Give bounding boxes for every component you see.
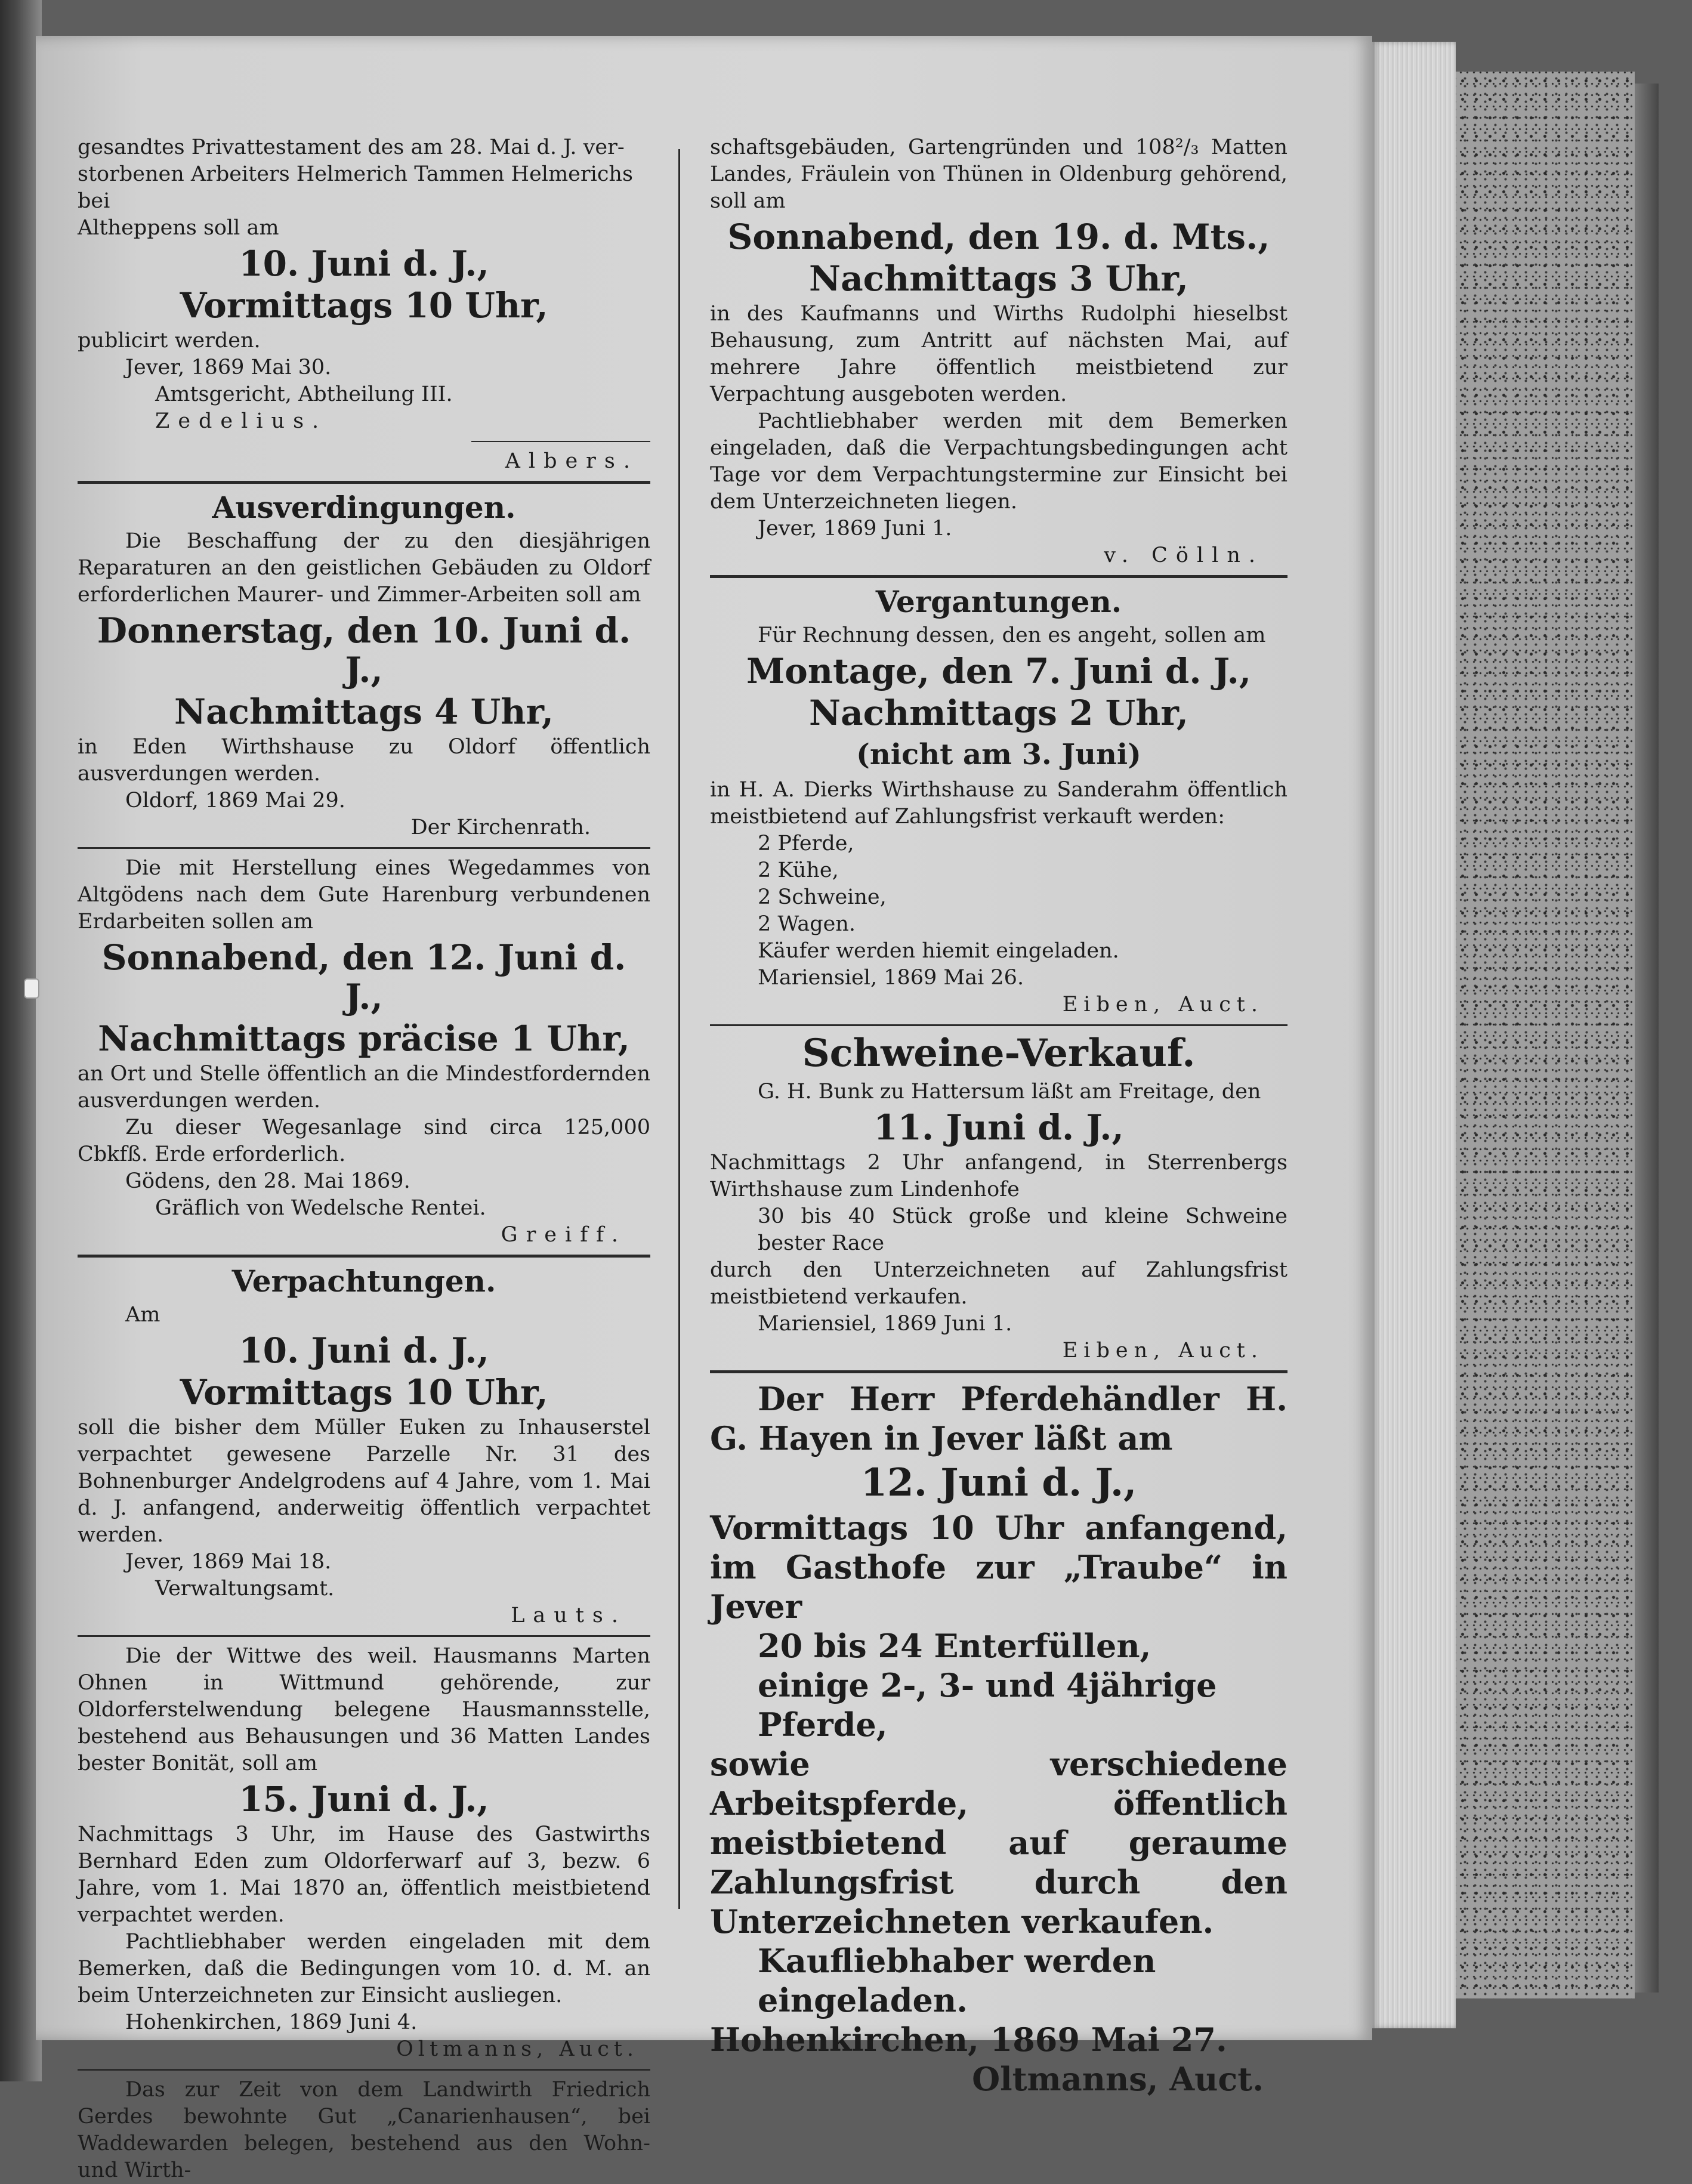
notice-text: Zu dieser Wegesanlage sind circa 125,000 Cbkfß. Erde erforderlich.	[78, 1116, 650, 1166]
notice-text: Käufer werden hiemit eingeladen.	[758, 939, 1119, 963]
notice-text: Nachmittags 2 Uhr anfangend, in Sterrenbergs Wirthshause zum Lindenhofe	[710, 1151, 1287, 1201]
notice-time: Nachmittags 4 Uhr,	[174, 691, 554, 732]
notice-text: Pachtliebhaber werden eingeladen mit dem Bemerken, daß die Bedingungen vom 10. d. M. an beim Unterzeichneten zur Einsicht ausliegen.	[78, 1930, 650, 2007]
section-rule	[710, 1370, 1287, 1373]
section-verpachtungen	[78, 1264, 650, 2184]
list-item: 2 Kühe,	[758, 858, 839, 882]
notice-text: G. H. Bunk zu Hattersum läßt am Freitage, den	[758, 1080, 1261, 1104]
notice-time: Nachmittags 3 Uhr,	[809, 258, 1188, 299]
text-line: storbenen Arbeiters Helmerich Tammen Helmerichs bei	[78, 162, 633, 213]
office-name: Amtsgericht, Abtheilung III.	[155, 382, 453, 406]
text-line: Altheppens soll am	[78, 216, 279, 240]
notice-text: Für Rechnung dessen, den es angeht, sollen am	[758, 623, 1266, 647]
notice-time: Vormittags 10 Uhr,	[180, 285, 548, 326]
list-item: 2 Pferde,	[758, 832, 854, 855]
column-divider	[678, 149, 680, 1909]
notice-text: schaftsgebäuden, Gartengründen und 108²/₃ Matten Landes, Fräulein von Thünen in Oldenburg gehörend, soll am	[710, 135, 1287, 213]
place-date: Jever, 1869 Mai 18.	[125, 1550, 332, 1574]
notice-text: Pachtliebhaber werden mit dem Bemerken eingeladen, daß die Verpachtungsbedingungen acht Tage vor dem Verpachtungstermine zur Einsicht bei dem Unterzeichneten liegen.	[710, 409, 1287, 514]
notice-note: (nicht am 3. Juni)	[856, 738, 1141, 771]
notice-date: Sonnabend, den 19. d. Mts.,	[727, 217, 1270, 257]
notice-action: publicirt werden.	[78, 329, 261, 353]
notice-time: Vormittags 10 Uhr,	[180, 1372, 548, 1413]
notice-text: Die Beschaffung der zu den diesjährigen Reparaturen an den geistlichen Gebäuden zu Oldorf erforderlichen Maurer- und Zimmer-Arbeiten soll am	[78, 529, 650, 607]
notice-text: Kaufliebhaber werden eingeladen.	[758, 1942, 1156, 2019]
notice-text: 30 bis 40 Stück große und kleine Schweine bester Race	[758, 1204, 1287, 1255]
notice-text: in des Kaufmanns und Wirths Rudolphi hieselbst Behausung, zum Antritt auf nächsten Mai, auf mehrere Jahre öffentlich meistbietend zur Verpachtung ausgeboten werden.	[710, 302, 1287, 406]
notice-date: 15. Juni d. J.,	[239, 1779, 489, 1820]
notice-date: 11. Juni d. J.,	[873, 1107, 1124, 1148]
notice-testament	[78, 134, 650, 475]
notice-rule	[78, 1635, 650, 1637]
notice-rule	[78, 2069, 650, 2071]
place-date: Hohenkirchen, 1869 Juni 4.	[125, 2010, 418, 2034]
list-item: 20 bis 24 Enterfüllen,	[758, 1627, 1151, 1665]
notice-text: Die mit Herstellung eines Wegedammes von Altgödens nach dem Gute Harenburg verbundenen Erdarbeiten sollen am	[78, 856, 650, 934]
notice-text: Die der Wittwe des weil. Hausmanns Marten Ohnen in Wittmund gehörende, zur Oldorferstelwendung belegene Hausmannsstelle, bestehend aus Behausungen und 36 Matten Landes bester Bonität, soll am	[78, 1644, 650, 1775]
notice-date: Sonnabend, den 12. Juni d. J.,	[101, 937, 626, 1017]
signature-name: Zedelius.	[155, 409, 328, 433]
list-item: einige 2-, 3- und 4jährige Pferde,	[758, 1666, 1217, 1744]
book-page-edges	[1372, 42, 1456, 2028]
signature-name: Oltmanns, Auct.	[972, 2060, 1264, 2098]
section-heading: Verpachtungen.	[231, 1264, 496, 1299]
signature-name: Oltmanns, Auct.	[396, 2037, 638, 2061]
notice-text: an Ort und Stelle öffentlich an die Mindestfordernden ausverdungen werden.	[78, 1062, 650, 1113]
place-date: Gödens, den 28. Mai 1869.	[125, 1169, 410, 1193]
notice-text: durch den Unterzeichneten auf Zahlungsfrist meistbietend verkaufen.	[710, 1258, 1287, 1309]
signature-name: Eiben, Auct.	[1062, 1339, 1264, 1363]
notice-text: Am	[125, 1303, 160, 1327]
section-rule	[78, 481, 650, 484]
signature-name: Greiff.	[501, 1223, 626, 1247]
notice-text: Das zur Zeit von dem Landwirth Friedrich Gerdes bewohnte Gut „Canarienhausen“, bei Waddewarden belegen, bestehend aus den Wohn- und Wirth-	[78, 2078, 650, 2182]
section-heading: Ausverdingungen.	[212, 490, 516, 525]
section-rule	[78, 1255, 650, 1258]
notice-text: in Eden Wirthshause zu Oldorf öffentlich ausverdungen werden.	[78, 735, 650, 786]
notice-date: 10. Juni d. J.,	[239, 1330, 489, 1371]
section-schweine-verkauf	[710, 1032, 1287, 1364]
notice-text: soll die bisher dem Müller Euken zu Inhauserstel verpachtet gewesene Parzelle Nr. 31 des Bohnenburger Andelgrodens auf 4 Jahre, vom 1. Mai d. J. anfangend, anderweitig öffentlich verpachtet werden.	[78, 1416, 650, 1547]
notice-time: Nachmittags 2 Uhr,	[809, 693, 1188, 733]
book-cover-edge	[1635, 84, 1659, 1993]
notice-text: Nachmittags 3 Uhr, im Hause des Gastwirths Bernhard Eden zum Oldorferwarf auf 3, bezw. 6 Jahre, vom 1. Mai 1870 an, öffentlich meistbietend verpachtet werden.	[78, 1822, 650, 1927]
notice-rule	[710, 1024, 1287, 1026]
notice-time: Nachmittags präcise 1 Uhr,	[98, 1018, 630, 1059]
text-line: gesandtes Privattestament des am 28. Mai d. J. ver-	[78, 135, 625, 159]
book-cover-speckled	[1456, 72, 1635, 1998]
right-column	[710, 134, 1287, 2099]
section-rule	[710, 575, 1287, 578]
notice-text: Vormittags 10 Uhr anfangend, im Gasthofe zur „Traube“ in Jever	[710, 1509, 1287, 1626]
short-rule	[471, 441, 650, 442]
signature-name: v. Cölln.	[1104, 543, 1264, 567]
section-heading: Schweine-Verkauf.	[802, 1031, 1196, 1076]
section-vergantungen	[710, 584, 1287, 1018]
staple-icon	[24, 978, 39, 999]
place-date: Hohenkirchen, 1869 Mai 27.	[710, 2021, 1227, 2059]
place-date: Mariensiel, 1869 Mai 26.	[758, 966, 1024, 990]
notice-canarienhausen-continued	[710, 134, 1287, 569]
list-item: 2 Schweine,	[758, 885, 887, 909]
notice-text: Der Herr Pferdehändler H. G. Hayen in Jever läßt am	[710, 1380, 1287, 1457]
signature-name: Albers.	[505, 449, 638, 473]
office-name: Gräflich von Wedelsche Rentei.	[155, 1196, 486, 1220]
notice-rule	[78, 847, 650, 849]
place-date: Oldorf, 1869 Mai 29.	[125, 789, 345, 813]
signature-name: Der Kirchenrath.	[410, 815, 591, 839]
office-name: Verwaltungsamt.	[155, 1577, 335, 1601]
place-date: Jever, 1869 Juni 1.	[758, 517, 952, 540]
list-item: 2 Wagen.	[758, 912, 856, 936]
place-date: Jever, 1869 Mai 30.	[125, 356, 332, 379]
signature-name: Eiben, Auct.	[1062, 993, 1264, 1017]
section-heading: Vergantungen.	[875, 584, 1122, 619]
section-ausverdingungen	[78, 490, 650, 1249]
signature-name: Lauts.	[511, 1604, 626, 1627]
notice-date: 12. Juni d. J.,	[860, 1460, 1137, 1505]
notice-text: in H. A. Dierks Wirthshause zu Sanderahm öffentlich meistbietend auf Zahlungsfrist verkauft werden:	[710, 778, 1287, 829]
place-date: Mariensiel, 1869 Juni 1.	[758, 1312, 1012, 1336]
notice-text: sowie verschiedene Arbeitspferde, öffentlich meistbietend auf geraume Zahlungsfrist durch den Unterzeichneten verkaufen.	[710, 1745, 1287, 1941]
notice-date: 10. Juni d. J.,	[239, 243, 489, 284]
notice-date: Montage, den 7. Juni d. J.,	[746, 651, 1252, 691]
left-column	[78, 134, 650, 2184]
section-pferde-verkauf	[710, 1379, 1287, 2099]
notice-date: Donnerstag, den 10. Juni d. J.,	[97, 610, 631, 690]
